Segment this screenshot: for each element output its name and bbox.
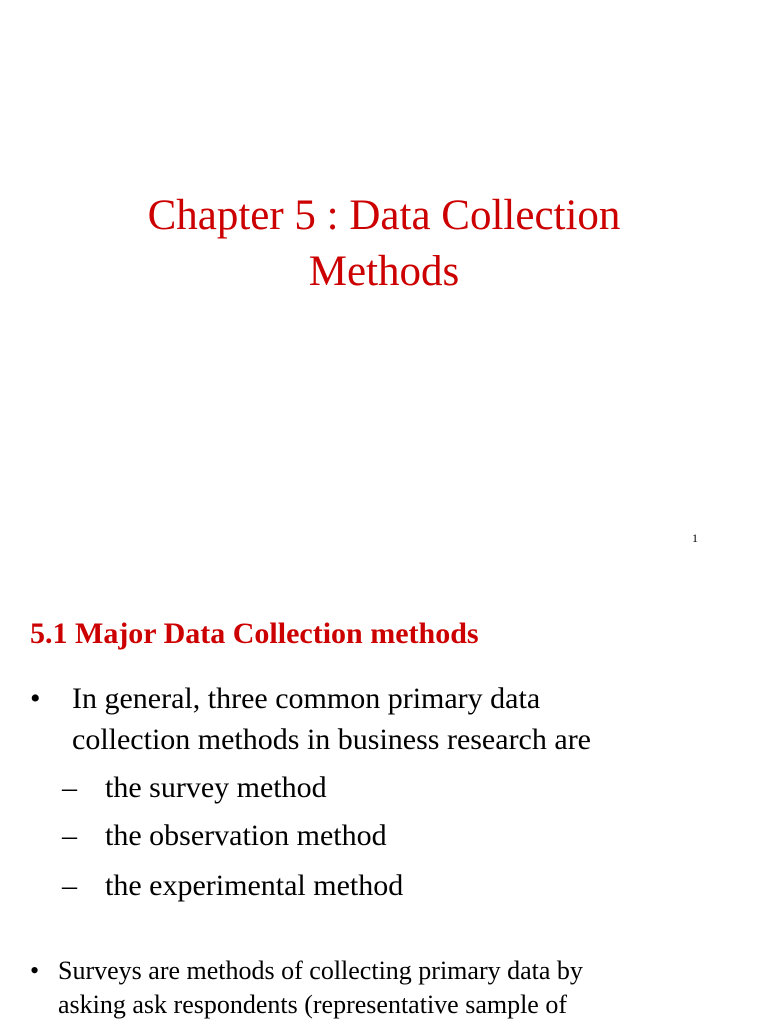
sub-item-label: the observation method bbox=[105, 819, 387, 852]
bullet-text-line-2: collection methods in business research are bbox=[72, 723, 591, 756]
bullet-text-line-1: In general, three common primary data bbox=[72, 682, 541, 715]
bullet-text-line-2: asking ask respondents (representative sample of bbox=[58, 990, 568, 1019]
chapter-title-line-2: Methods bbox=[308, 248, 460, 295]
chapter-title bbox=[0, 188, 768, 300]
bullet-marker: • bbox=[30, 682, 41, 715]
bullet-text bbox=[72, 678, 732, 760]
bullet-text-line-1: Surveys are methods of collecting primary data by bbox=[58, 956, 583, 985]
chapter-title-line-1: Chapter 5 : Data Collection bbox=[147, 192, 621, 239]
bullet-text bbox=[58, 954, 748, 1022]
sub-item-label: the experimental method bbox=[105, 869, 404, 902]
dash-marker: – bbox=[62, 819, 77, 852]
page-number: 1 bbox=[692, 531, 698, 545]
dash-marker: – bbox=[62, 771, 77, 804]
bullet-marker: • bbox=[30, 956, 40, 985]
slide-2 bbox=[0, 576, 768, 1024]
section-heading: 5.1 Major Data Collection methods bbox=[30, 617, 479, 650]
sub-item-label: the survey method bbox=[105, 771, 327, 804]
dash-marker: – bbox=[62, 869, 77, 902]
